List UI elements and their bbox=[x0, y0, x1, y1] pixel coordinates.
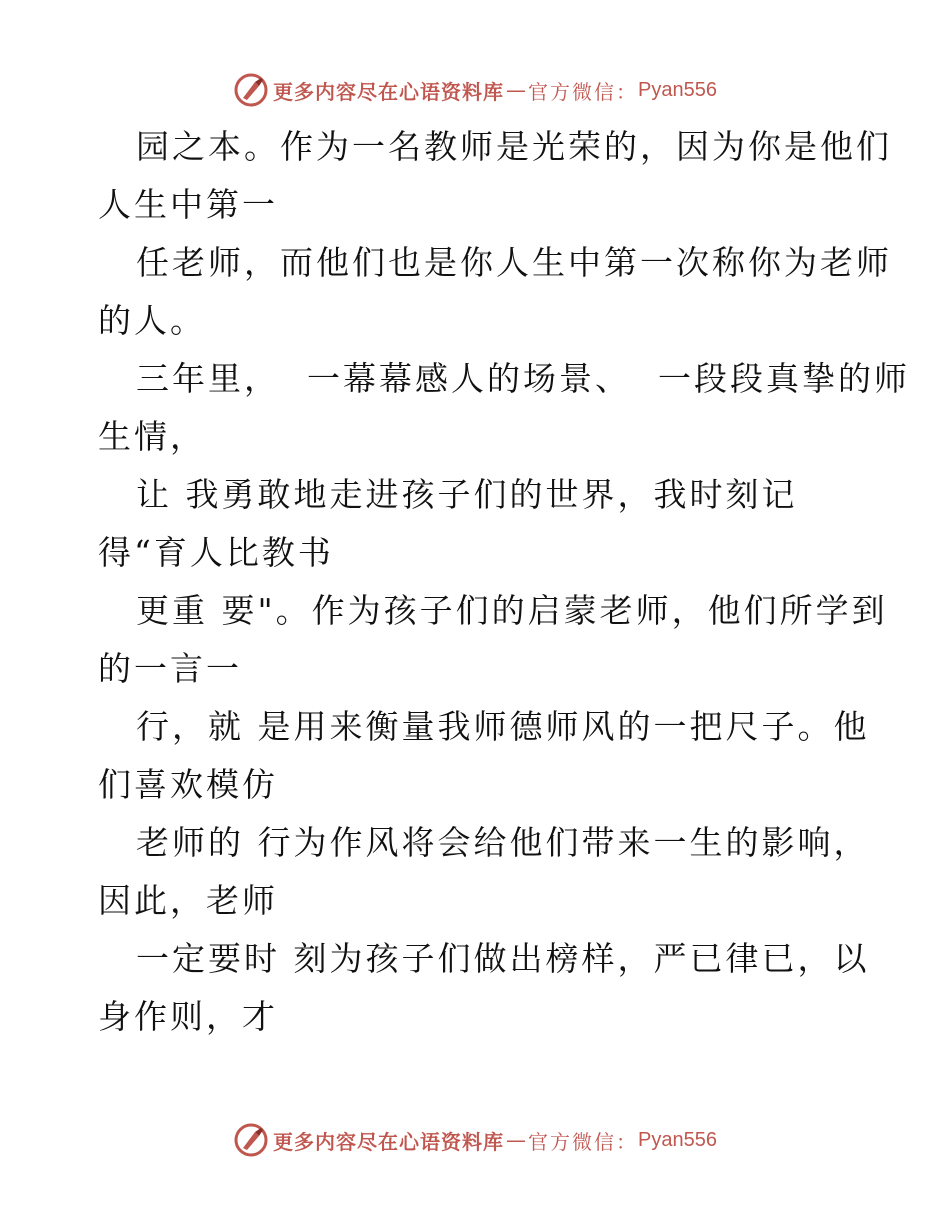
fountain-pen-logo-icon bbox=[233, 1122, 269, 1158]
text-line: 行，就 是用来衡量我师德师风的一把尺子。他 bbox=[136, 707, 870, 746]
text-line: 任老师，而他们也是你人生中第一次称你为老师 bbox=[136, 243, 892, 282]
footer-title: 更多内容尽在心语资料库 bbox=[273, 1129, 505, 1154]
fountain-pen-logo-icon bbox=[233, 72, 269, 108]
footer-wechat-id: Pyan556 bbox=[638, 1128, 717, 1151]
footer-banner bbox=[0, 1120, 950, 1160]
text-line: 更重 要"。作为孩子们的启蒙老师，他们所学到 bbox=[136, 591, 888, 630]
text-line: 让 我勇敢地走进孩子们的世界，我时刻记 bbox=[136, 475, 798, 514]
text-line: 三年里， 一幕幕感人的场景、 一段段真挚的师 bbox=[136, 359, 910, 398]
text-line: 的人。 bbox=[98, 301, 206, 340]
text-line: 的一言一 bbox=[98, 649, 242, 688]
text-line: 一定要时 刻为孩子们做出榜样，严已律已，以 bbox=[136, 939, 870, 978]
header-wechat-label: 官方微信： bbox=[528, 79, 639, 104]
text-line: 得“育人比教书 bbox=[98, 533, 334, 572]
text-line: 因此，老师 bbox=[98, 881, 278, 920]
text-line: 生情， bbox=[98, 417, 206, 456]
footer-wechat-label: 官方微信： bbox=[528, 1129, 639, 1154]
document-body bbox=[98, 118, 910, 1046]
footer-dash: — bbox=[506, 1128, 527, 1152]
text-line: 们喜欢模仿 bbox=[98, 765, 278, 804]
text-line: 身作则，才 bbox=[98, 997, 278, 1036]
text-line: 人生中第一 bbox=[98, 185, 278, 224]
header-dash: — bbox=[506, 78, 527, 102]
text-line: 园之本。作为一名教师是光荣的，因为你是他们 bbox=[136, 127, 892, 166]
header-banner bbox=[0, 70, 950, 110]
header-wechat-id: Pyan556 bbox=[638, 78, 717, 101]
text-line: 老师的 行为作风将会给他们带来一生的影响， bbox=[136, 823, 870, 862]
header-title: 更多内容尽在心语资料库 bbox=[273, 79, 505, 104]
